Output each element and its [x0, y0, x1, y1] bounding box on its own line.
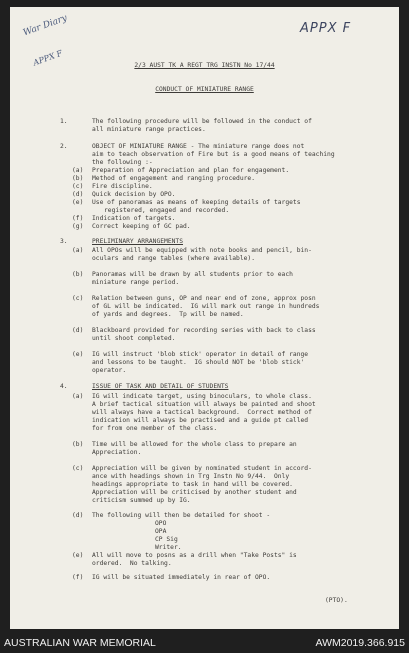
paragraph-line: and lessons to be taught. IG should NOT be 'blob stick': [92, 359, 305, 366]
list-letter: (a): [72, 167, 84, 174]
paragraph-line: The following will then be detailed for shoot -: [92, 512, 271, 519]
catalog-number: AWM2019.366.915: [315, 637, 405, 649]
document-page: [10, 7, 399, 629]
list-item: Preparation of Appreciation and plan for engagement.: [92, 167, 290, 174]
list-letter: (a): [72, 393, 84, 400]
section-number: 1.: [60, 118, 68, 125]
list-letter: (e): [72, 552, 84, 559]
paragraph-line: Relation between guns, OP and near end of zone, approx posn: [92, 295, 316, 302]
paragraph-line: of GL will be indicated. IG will mark out range in hundreds: [92, 303, 320, 310]
paragraph-line: all miniature range practices.: [92, 126, 206, 133]
list-letter: (b): [72, 175, 84, 182]
appendix-annotation: APPX F: [300, 21, 352, 36]
paragraph-line: Appreciation will be given by nominated student in accord-: [92, 465, 312, 472]
list-letter: (b): [72, 441, 84, 448]
paragraph-line: the following :-: [92, 159, 153, 166]
list-letter: (c): [72, 465, 84, 472]
paragraph-line: ance with headings shown in Trg Instn No 9/44. Only: [92, 473, 290, 480]
role-item: OPA: [155, 528, 167, 535]
list-letter: (f): [72, 215, 84, 222]
paragraph-line: for from one member of the class.: [92, 425, 218, 432]
list-letter: (b): [72, 271, 84, 278]
section-heading: PRELIMINARY ARRANGEMENTS: [92, 238, 183, 245]
archive-footer: [0, 632, 409, 653]
list-letter: (e): [72, 199, 84, 206]
paragraph-line: will always have a tactical background. Correct method of: [92, 409, 312, 416]
handwritten-note-line1: War Diary: [22, 13, 69, 39]
list-item: Use of panoramas as means of keeping details of targets: [92, 199, 301, 206]
list-letter: (d): [72, 512, 84, 519]
list-item: Correct keeping of GC pad.: [92, 223, 191, 230]
paragraph-line: indication will always be practised and a guide pt called: [92, 417, 309, 424]
list-letter: (d): [72, 327, 84, 334]
list-item: Indication of targets.: [92, 215, 176, 222]
paragraph-line: All OPOs will be equipped with note books and pencil, bin-: [92, 247, 312, 254]
role-item: Writer.: [155, 544, 182, 551]
handwritten-note-line2: APPX F: [32, 48, 64, 68]
paragraph-line: The following procedure will be followed in the conduct of: [92, 118, 312, 125]
paragraph-line: OBJECT OF MINIATURE RANGE - The miniature range does not: [92, 143, 305, 150]
archive-name: AUSTRALIAN WAR MEMORIAL: [4, 637, 156, 649]
section-number: 2.: [60, 143, 68, 150]
paragraph-line: until shoot completed.: [92, 335, 176, 342]
paragraph-line: Appreciation.: [92, 449, 142, 456]
list-letter: (d): [72, 191, 84, 198]
paragraph-line: IG will instruct 'blob stick' operator in detail of range: [92, 351, 309, 358]
paragraph-line: Blackboard provided for recording series with back to class: [92, 327, 316, 334]
please-turn-over: (PTO).: [325, 597, 348, 604]
list-letter: (c): [72, 183, 84, 190]
paragraph-line: Panoramas will be drawn by all students prior to each: [92, 271, 293, 278]
list-letter: (f): [72, 574, 84, 581]
paragraph-line: All will move to posns as a drill when "Take Posts" is: [92, 552, 297, 559]
paragraph-line: A brief tactical situation will always be painted and shoot: [92, 401, 316, 408]
paragraph-line: IG will be situated immediately in rear of OPO.: [92, 574, 271, 581]
list-letter: (g): [72, 223, 84, 230]
list-letter: (a): [72, 247, 84, 254]
section-heading: ISSUE OF TASK AND DETAIL OF STUDENTS: [92, 383, 229, 390]
paragraph-line: Time will be allowed for the whole class to prepare an: [92, 441, 297, 448]
list-letter: (e): [72, 351, 84, 358]
paragraph-line: operator.: [92, 367, 127, 374]
paragraph-line: IG will indicate target, using binoculars, to whole class.: [92, 393, 312, 400]
list-item: Quick decision by OPO.: [92, 191, 176, 198]
paragraph-line: of yards and degrees. Tp will be named.: [92, 311, 244, 318]
document-title: CONDUCT OF MINIATURE RANGE: [155, 86, 254, 93]
paragraph-line: ordered. No talking.: [92, 560, 172, 567]
document-reference: 2/3 AUST TK A REGT TRG INSTN No 17/44: [134, 62, 275, 69]
role-item: OPO: [155, 520, 167, 527]
role-item: CP Sig: [155, 536, 178, 543]
paragraph-line: headings appropriate to task in hand will be covered.: [92, 481, 293, 488]
list-item: Fire discipline.: [92, 183, 153, 190]
section-number: 4.: [60, 383, 68, 390]
paragraph-line: criticism summed up by IG.: [92, 497, 191, 504]
list-item: registered, engaged and recorded.: [104, 207, 230, 214]
list-item: Method of engagement and ranging procedure.: [92, 175, 256, 182]
paragraph-line: oculars and range tables (where available).: [92, 255, 256, 262]
section-number: 3.: [60, 238, 68, 245]
list-letter: (c): [72, 295, 84, 302]
paragraph-line: miniature range period.: [92, 279, 180, 286]
paragraph-line: aim to teach observation of Fire but is a good means of teaching: [92, 151, 335, 158]
paragraph-line: Appreciation will be criticised by another student and: [92, 489, 297, 496]
